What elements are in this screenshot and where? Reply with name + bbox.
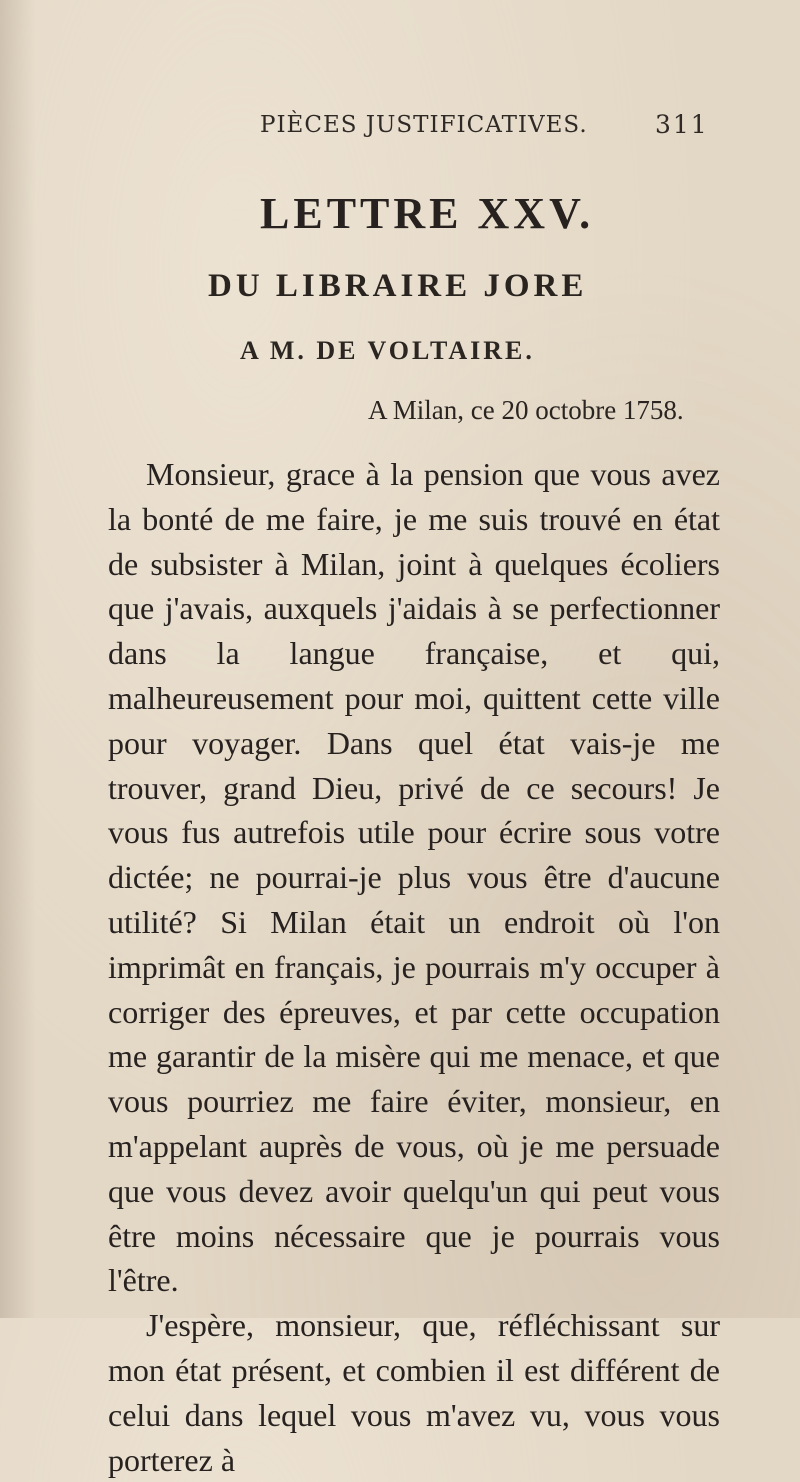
letter-dateline: A Milan, ce 20 octobre 1758. bbox=[368, 395, 684, 425]
letter-body bbox=[108, 452, 720, 1482]
page-number: 311 bbox=[655, 110, 709, 139]
letter-title: LETTRE XXV. bbox=[260, 189, 595, 238]
letter-paragraph: J'espère, monsieur, que, réfléchissant sur mon état présent, et combien il est différent de celui dans lequel vous m'avez vu, vous vous porterez à bbox=[108, 1307, 720, 1478]
letter-paragraph: Monsieur, grace à la pension que vous avez la bonté de me faire, je me suis trouvé en état de subsister à Milan, joint à quelques écoliers que j'avais, auxquels j'aidais à se perfectionner dans la langue française, et qui, malheureusement pour moi, quittent cette ville pour voyager. Dans quel état vais-je me trouver, grand Dieu, privé de ce secours! Je vous fus autrefois utile pour écrire sous votre dictée; ne pourrai-je plus vous être d'aucune utilité? Si Milan était un endroit où l'on imprimât en français, je pourrais m'y occuper à corriger des épreuves, et par cette occupation me garantir de la misère qui me menace, et que vous pourriez me faire éviter, monsieur, en m'appelant auprès de vous, où je me persuade que vous devez avoir quelqu'un qui peut vous être moins nécessaire que je pourrais vous l'être. bbox=[108, 456, 720, 1299]
letter-recipient: A M. DE VOLTAIRE. bbox=[240, 336, 535, 365]
spine-shadow bbox=[0, 0, 36, 1318]
letter-sender: DU LIBRAIRE JORE bbox=[208, 268, 588, 304]
running-header: PIÈCES JUSTIFICATIVES. bbox=[260, 112, 588, 138]
